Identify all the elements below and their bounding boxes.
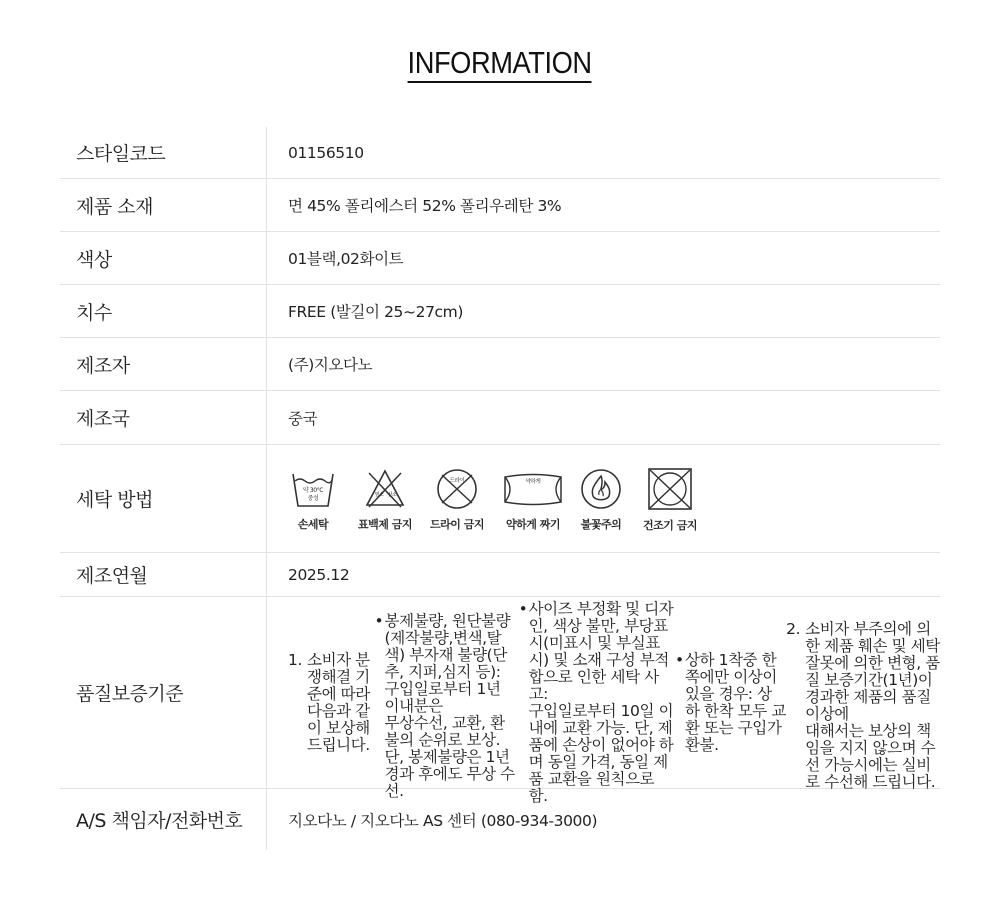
item-number: 1.: [288, 650, 302, 669]
quality-text: [267, 597, 940, 805]
quality-bullet: [519, 601, 675, 805]
hand-wash-icon: [291, 468, 335, 510]
row-label: 스타일코드: [60, 127, 267, 178]
care-label: 건조기 금지: [643, 518, 697, 532]
bullet-line: 상하 1착중 한쪽에만 이상이 있을 경우: 상하 한착 모두 교환 또는 구입가 환불.: [684, 650, 786, 754]
no-bleach-icon: [365, 468, 405, 510]
row-size: [60, 285, 940, 338]
no-tumble-dry-icon: [647, 467, 693, 511]
bullet-line: 무상수선, 교환, 환불의 순위로 보상. 단, 봉제불량은 1년 경과 후에도 무상 수선.: [384, 713, 515, 800]
row-label: 제품 소재: [60, 179, 267, 231]
row-label: 세탁 방법: [60, 445, 267, 552]
row-country: [60, 391, 940, 445]
row-color: [60, 232, 940, 285]
row-maker: [60, 338, 940, 391]
no-bleach-chlorine: 염소: [374, 491, 384, 498]
care-label: 불꽃주의: [580, 517, 622, 531]
row-value: 지오다노 / 지오다노 AS 센터 (080-934-3000): [288, 811, 598, 830]
quality-bullet: [375, 613, 519, 800]
care-no-bleach: [354, 468, 416, 532]
row-label: 제조국: [60, 391, 267, 444]
hand-wash-temp: 약 30°C: [302, 486, 324, 494]
item-text: 소비자 분쟁해결 기준에 따라 다음과 같이 보상해 드립니다.: [307, 650, 370, 754]
bullet-line: 봉제불량, 원단불량(제작불량,변색,탈색) 부자재 불량(단추, 지퍼,심지 등): 구입일로부터 1년 이내분은: [384, 611, 511, 715]
care-no-tumble-dry: [640, 467, 700, 533]
no-bleach-oxygen: 산소: [387, 491, 397, 498]
wash-icons: [267, 445, 940, 552]
row-value: 면 45% 폴리에스터 52% 폴리우레탄 3%: [288, 197, 562, 215]
row-label: 품질보증기준: [60, 597, 267, 788]
row-as: [60, 789, 940, 850]
item-number: 2.: [786, 619, 801, 638]
row-label: 치수: [60, 285, 267, 337]
care-label: 약하게 짜기: [506, 517, 560, 531]
bullet-line: 구입일로부터 10일 이내에 교환 가능. 단, 제품에 손상이 없어야 하며 동일 가격, 동일 제품 교환을 원칙으로 함.: [528, 701, 674, 805]
gentle-wring-icon: [502, 468, 564, 510]
row-label: A/S 책임자/전화번호: [60, 789, 267, 850]
row-value: (주)지오다노: [288, 356, 373, 374]
quality-bullet: [675, 652, 786, 754]
row-wash: [60, 445, 940, 553]
row-value: FREE (발길이 25~27cm): [288, 303, 463, 321]
bullet-dot: •: [518, 599, 528, 618]
no-dry-clean-icon: [435, 468, 479, 510]
hand-wash-neutral: 중성: [307, 494, 319, 502]
care-label: 표백제 금지: [358, 517, 412, 531]
page-title-wrap: [0, 46, 1000, 83]
row-material: [60, 179, 940, 232]
row-date: [60, 553, 940, 597]
info-table: [60, 127, 940, 850]
no-dry-clean-text: 드라이: [449, 477, 465, 484]
care-label: 드라이 금지: [430, 517, 484, 531]
row-style-code: [60, 127, 940, 179]
quality-item-2: [786, 621, 940, 791]
flame-caution-icon: [579, 468, 623, 510]
row-value: 01블랙,02화이트: [288, 250, 404, 268]
gentle-wring-text: 약하게: [525, 478, 541, 485]
item-text: 대해서는 보상의 책임을 지지 않으며 수선 가능시에는 실비로 수선해 드립니다.: [805, 721, 936, 791]
row-value: 01156510: [288, 143, 364, 162]
care-no-dry-clean: [426, 468, 488, 532]
row-label: 색상: [60, 232, 267, 284]
row-label: 제조자: [60, 338, 267, 390]
quality-item-1: [288, 652, 375, 754]
row-value: 중국: [288, 409, 318, 428]
bullet-dot: •: [674, 650, 684, 669]
care-gentle-wring: [498, 468, 568, 532]
row-label: 제조연월: [60, 553, 267, 596]
care-hand-wash: [290, 468, 336, 532]
bullet-dot: •: [374, 611, 384, 630]
care-label: 손세탁: [297, 517, 329, 531]
bullet-line: 사이즈 부정확 및 디자인, 색상 불만, 부당표시(미표시 및 부실표시) 및 소재 구성 부적합으로 인한 세탁 사고:: [528, 599, 674, 703]
row-value: 2025.12: [288, 565, 350, 584]
row-quality: [60, 597, 940, 805]
item-text: 소비자 부주의에 의한 제품 훼손 및 세탁 잘못에 의한 변형, 품질 보증기간(1년)이 경과한 제품의 품질이상에: [805, 619, 940, 723]
page-title: INFORMATION: [408, 46, 592, 83]
care-flame-caution: [576, 468, 626, 532]
